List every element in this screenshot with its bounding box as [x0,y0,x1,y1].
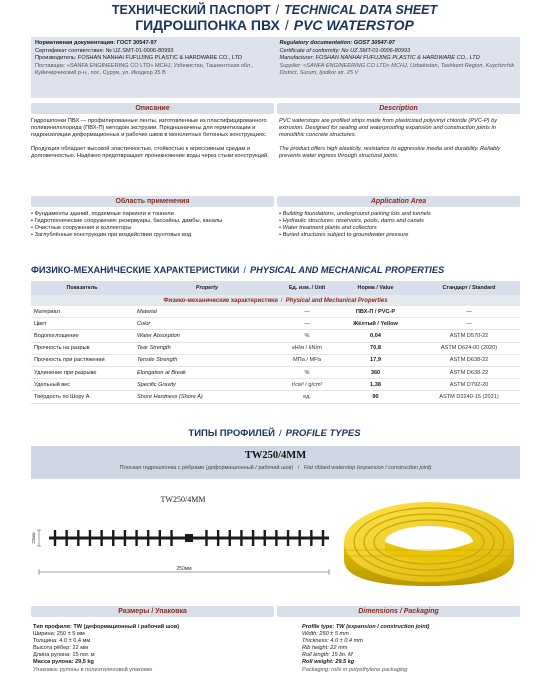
cell-standard: — [466,320,472,327]
cell-indicator: Водопоглощение [34,332,79,339]
reg-ru-line2: Сертификат соответствия: № UZ.SMT-01-0006-80993 [35,47,174,54]
table-body [31,306,520,404]
description-heading-ru: Описание [31,103,274,114]
properties-table [31,281,520,404]
product-title [0,18,549,33]
waterstop-rib [89,530,91,546]
table-row [31,306,520,318]
waterstop-rib [100,530,102,546]
waterstop-rib [322,530,324,546]
cell-value: 1,38 [370,381,381,388]
reg-en-line4: Supplier: «SANFA ENGINEERING CO LTD» MCHJ, Uzbekistan, Tashkent Region, Kuychirchik District, Surum, Ijodkor str. 25 V [279,62,515,76]
cell-standard: ASTM D2240-15 (2021) [439,393,499,400]
table-row [31,318,520,330]
cell-indicator: Твёрдость по Шору А [34,393,90,400]
product-roll-photo [338,482,520,590]
physical-heading-ru: ФИЗИКО-МЕХАНИЧЕСКИЕ ХАРАКТЕРИСТИКИ [31,265,240,275]
cell-value: 360 [370,369,381,376]
dimensions-heading-en: Dimensions / Packaging [277,606,520,617]
description-en-p2: The product offers high elasticity, resistance to aggressive media and durability. Reliably prevents water ingress through structural joints. [279,146,501,160]
dimensions-en-line: Roll length: 15 lin. M [302,652,353,659]
application-en-item: • Building foundations, underground parking lots and tunnels [279,211,520,218]
cell-property: Tensile Strength [137,357,178,364]
col-norm: Норма / Value [357,285,394,291]
application-ru-item: • Фундаменты зданий, подземные паркинги и тоннели [31,211,271,218]
dimensions-ru-line: Высота рёбер: 22 мм [33,645,88,652]
cell-indicator: Удельный вес [34,381,71,388]
drawing-label: TW250/4MM [160,495,206,504]
dimensions-en-line: Rib height: 22 mm [302,645,348,652]
waterstop-rib [159,530,161,546]
description-ru-p2: Продукция обладает высокой эластичностью, стойкостью к агрессивным средам и долговечностью. Надёжно предотвращает проникновение воды через стыки конструкций. [31,146,269,160]
table-header [31,281,520,295]
dimension-height-label: 22мм [31,532,36,544]
description-heading-en: Description [277,103,520,114]
title-separator: / [275,3,280,17]
profile-desc-ru: Плоская гидрошпонка с рёбрами (деформационный / рабочий шов) [119,465,294,471]
cell-standard: ASTM D792-20 [449,381,489,388]
cell-unit: % [304,369,310,376]
product-title-separator: / [284,17,289,33]
waterstop-rib [77,530,79,546]
dimensions-heading-ru: Размеры / Упаковка [31,606,274,617]
application-ru-item: • Заглублённые конструкции при воздействии грунтовых вод [31,232,271,239]
dimensions-ru-line: Упаковка: рулоны в полиэтиленовой упаковке [33,666,153,673]
cell-value: ПВХ-П / PVC-P [355,308,396,315]
application-en-item: • Buried structures subject to groundwater pressure [279,232,520,239]
waterstop-cross-section [49,530,329,546]
physical-heading-separator: / [243,265,246,275]
document-title [0,4,549,17]
dimensions-ru-line: Толщина: 4.0 ± 0.4 мм [33,638,91,645]
cell-property: Elongation at Break [137,369,186,376]
dimensions-en-line: Packaging: rolls in polyethylene packaging [302,666,408,673]
waterstop-rib [229,530,231,546]
waterstop-rib [65,530,67,546]
table-subheader [31,295,520,306]
reg-ru-line3: Производитель: FOSHAN NANHAI FUFUJING PLASTIC & HARDWARE CO., LTD [35,55,243,61]
cell-unit: ед. [303,393,311,400]
waterstop-rib [310,530,312,546]
subheader-separator: / [280,297,283,304]
profile-desc-en: Flat ribbed waterstop (expansion / construction joint) [303,465,432,471]
profile-types-en: PROFILE TYPES [285,428,361,439]
application-heading-ru: Область применения [31,196,274,207]
table-row [31,391,520,403]
dimensions-en-line: Width: 250 ± 5 mm [302,631,349,638]
dimensions-en-line: Roll weight: 29.5 kg [302,659,355,666]
cell-property: Water Absorption [137,332,180,339]
table-row [31,379,520,391]
cell-value: 90 [372,393,379,400]
cell-unit: — [304,320,310,327]
cell-indicator: Удлинение при разрыве [34,369,97,376]
subheader-ru: Физико-механические характеристики [163,297,278,304]
cell-value: 70,8 [370,345,381,352]
registration-block [31,37,520,98]
col-indicator: Показатель [66,285,98,291]
waterstop-rib [217,530,219,546]
cell-indicator: Цвет [34,320,47,327]
title-en: TECHNICAL DATA SHEET [284,3,438,17]
reg-ru-line4: Поставщик: «SANFA ENGINEERING CO LTD» MCHJ, Узбекистан, Ташкентская обл., Куйичирчикский р-н., пос. Сурум, ул. Икодкор 25 В [35,62,254,76]
col-standard: Стандарт / Standard [442,285,496,291]
application-en-item: • Hydraulic structures: reservoirs, pools, dams and canals [279,218,520,225]
waterstop-rib [298,530,300,546]
cell-standard: ASTM D638-22 [449,369,489,376]
waterstop-rib [275,530,277,546]
registration-en [276,37,521,98]
cell-indicator: Прочность при растяжении [34,357,105,364]
dimensions-ru-line: Тип профиля: TW (деформационный / рабочий шов) [33,624,180,630]
physical-heading-en: PHYSICAL AND MECHANICAL PROPERTIES [249,265,445,275]
application-ru-item: • Очистные сооружения и коллекторы [31,225,271,232]
profile-desc-separator: / [297,465,300,471]
product-title-ru: ГИДРОШПОНКА ПВХ [135,17,280,33]
description-en-p1: PVC waterstops are profiled strips made from plasticized polyvinyl chloride (PVC-P) by extrusion. Designed for sealing and waterproofing expansion and construction joints in monolithic concrete structures. [279,118,498,139]
application-en-item: • Water treatment plants and collectors [279,225,520,232]
cell-standard: ASTM D638-22 [449,357,489,364]
application-list-en [279,211,520,239]
physical-heading [31,265,520,275]
table-row [31,355,520,367]
application-list-ru [31,211,271,239]
subheader-en: Physical and Mechanical Properties [285,297,388,304]
cell-indicator: Материал [34,308,60,315]
waterstop-rib [240,530,242,546]
profile-banner [31,446,520,479]
col-property: Property [195,285,219,291]
cell-unit: кН/м / kN/m [292,345,322,352]
cell-value: Жёлтый / Yellow [353,320,398,327]
cell-property: Shore Hardness (Shore A) [137,393,203,400]
cell-standard: ASTM D624-00 (2020) [440,345,498,352]
application-ru-item: • Гидротехнические сооружения: резервуары, бассейны, дамбы, каналы [31,218,271,225]
description-en [279,118,520,167]
dimensions-en-line: Thickness: 4.0 ± 0.4 mm [302,638,363,645]
cell-indicator: Прочность на разрыв [34,345,90,352]
dimensions-en-line: Profile type: TW (expansion / construction joint) [302,624,430,630]
cell-property: Material [137,308,157,315]
profile-description [31,465,520,471]
table-row [31,367,520,379]
profile-types-ru: ТИПЫ ПРОФИЛЕЙ [188,428,275,439]
waterstop-rib [147,530,149,546]
cell-unit: г/см³ / g/cm³ [291,381,323,388]
cell-property: Specific Gravity [137,381,176,388]
waterstop-rib [205,530,207,546]
col-unit: Ед. изм. / Unit [288,285,326,291]
profile-code: TW250/4MM [244,450,307,461]
application-heading-en: Application Area [277,196,520,207]
waterstop-center-bulb [185,534,193,542]
waterstop-rib [170,530,172,546]
dimensions-list-en [302,624,520,674]
waterstop-rib [264,530,266,546]
profile-drawing [31,488,336,588]
waterstop-rib [112,530,114,546]
registration-ru [31,37,276,98]
description-ru [31,118,271,167]
cell-value: 0,04 [370,332,381,339]
table-row [31,330,520,342]
waterstop-rib [124,530,126,546]
dimension-width-label: 250мм [176,566,192,572]
profile-types-separator: / [279,428,282,439]
cell-property: Tear Strength [137,345,171,352]
dimensions-ru-line: Масса рулона: 29,5 kg [33,659,94,666]
waterstop-rib [135,530,137,546]
cell-value: 17,9 [370,357,381,364]
reg-en-line1: Regulatory documentation: GOST 30547-97 [279,40,395,46]
waterstop-rib [54,530,56,546]
reg-en-line2: Certificate of conformity: No UZ.SMT-01-0006-80993 [279,47,411,54]
cell-property: Color [137,320,151,327]
reg-ru-line1: Нормативная документация: ГОСТ 30547-97 [35,40,157,46]
dimensions-list-ru [33,624,271,674]
dimensions-ru-line: Длина рулона: 15 пог. м [33,652,95,659]
dimensions-ru-line: Ширина: 250 ± 5 мм [33,631,85,638]
product-title-en: PVC WATERSTOP [293,17,414,33]
cell-standard: ASTM D570-22 [449,332,489,339]
reg-en-line3: Manufacturer: FOSHAN NANHAI FUFUJING PLASTIC & HARDWARE CO., LTD [279,55,480,61]
title-ru: ТЕХНИЧЕСКИЙ ПАСПОРТ [111,3,271,17]
cell-standard: — [466,308,472,315]
table-row [31,343,520,355]
cell-unit: МПа / MPa [293,357,321,364]
waterstop-rib [287,530,289,546]
waterstop-rib [252,530,254,546]
cell-unit: — [304,308,310,315]
description-ru-p1: Гидрошпонки ПВХ — профилированные ленты, изготовленные из пластифицированного поливинилхлорида (ПВХ-П) методом экструзии. Предназначены для герметизации и гидроизоляции деформационных и рабочих швов в монолитных бетонных конструкциях. [31,118,267,139]
cell-unit: % [304,332,310,339]
profile-types-heading [0,428,549,439]
